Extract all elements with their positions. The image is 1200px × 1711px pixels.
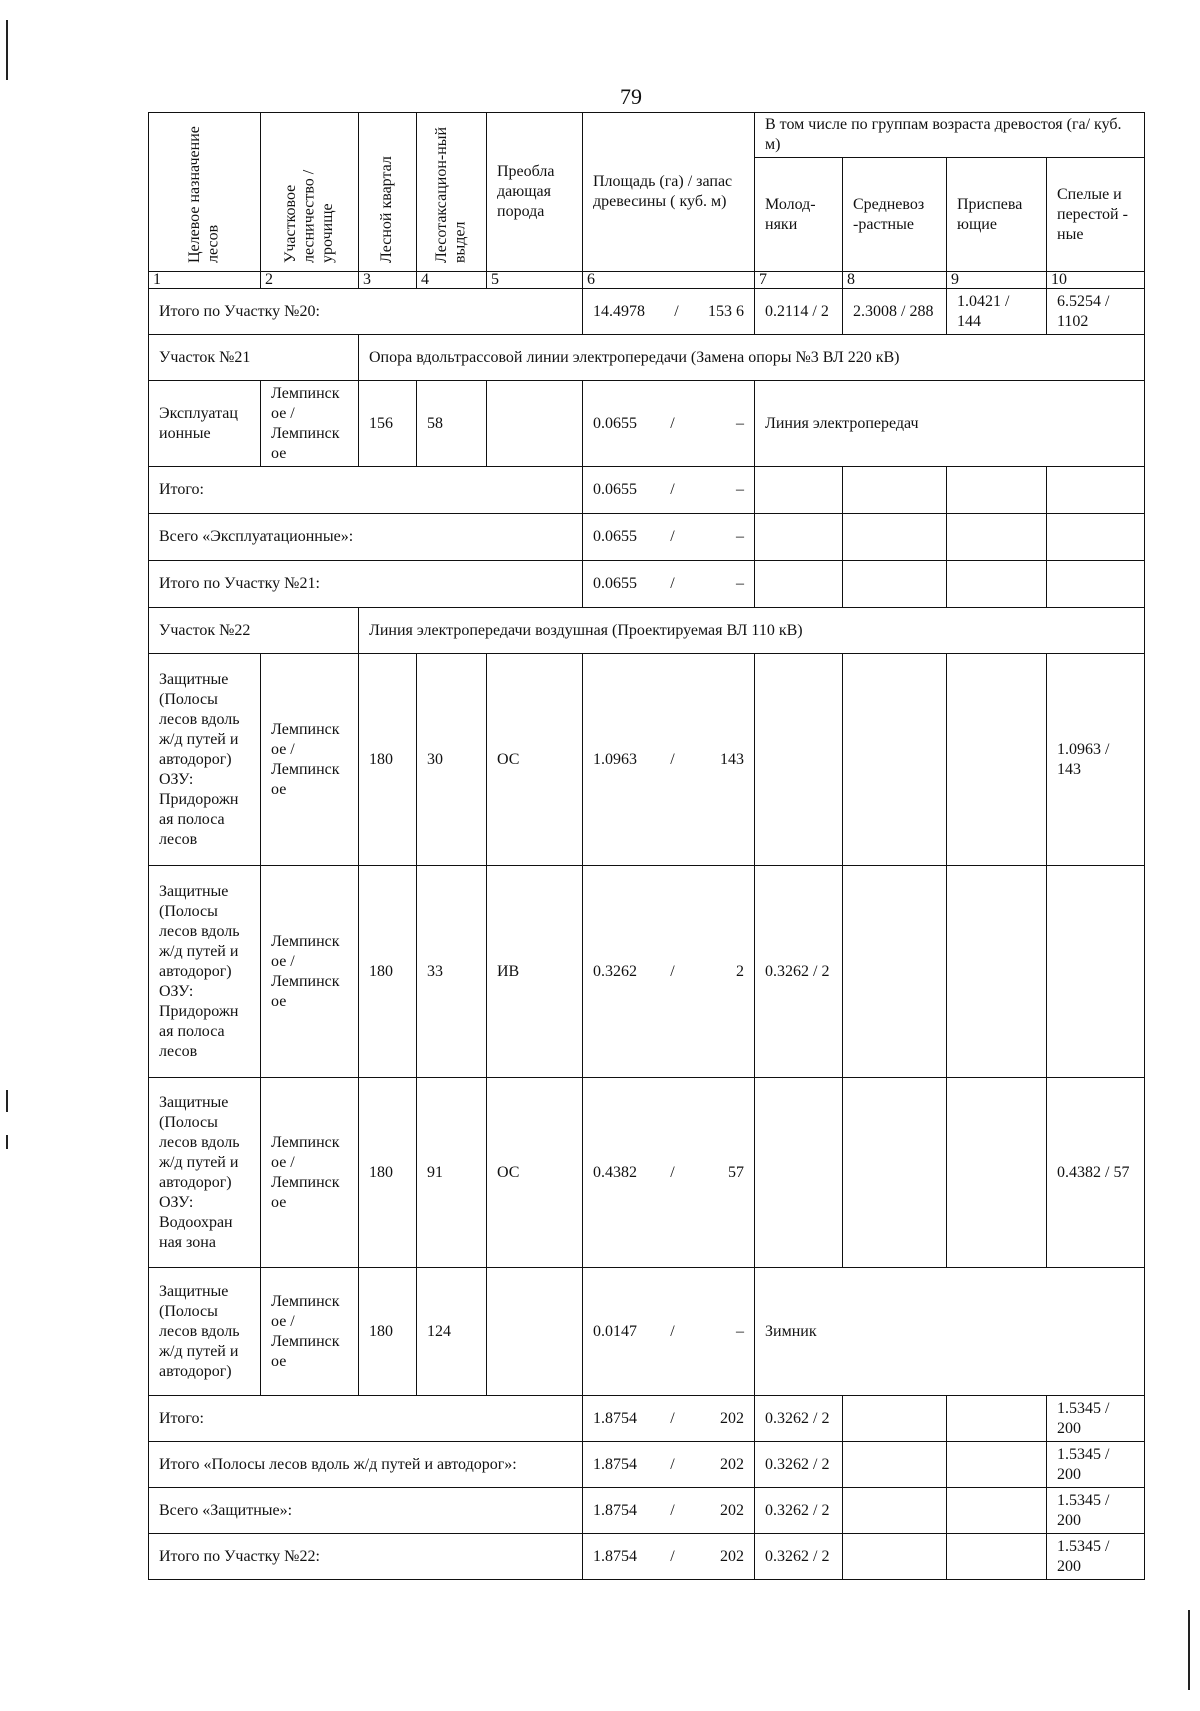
forest-stand-table <box>148 112 1145 1580</box>
section22-total-row <box>149 1534 1145 1580</box>
section21-title-row <box>149 335 1145 381</box>
column-number: 10 <box>1047 272 1145 289</box>
young-cell: 0.3262 / 2 <box>755 866 843 1078</box>
header-age-groups: В том числе по группам возраста древостоя (га/ куб. м) <box>755 113 1145 158</box>
area-cell: 1.8754 / 202 <box>583 1396 755 1442</box>
section20-total-row <box>149 289 1145 335</box>
stock-value: – <box>735 575 744 592</box>
column-number: 5 <box>487 272 583 289</box>
young-cell: 0.2114 / 2 <box>755 289 843 335</box>
stock-value: 2 <box>735 962 744 980</box>
maturing-cell <box>947 866 1047 1078</box>
section22-title-row <box>149 608 1145 654</box>
species-cell: ОС <box>487 654 583 866</box>
header-maturing: Приспева ющие <box>947 158 1047 272</box>
mature-cell <box>1047 866 1145 1078</box>
total-label: Итого по Участку №20: <box>149 289 583 335</box>
plot-cell: 30 <box>417 654 487 866</box>
column-number: 2 <box>261 272 359 289</box>
total-label: Итого: <box>149 467 583 514</box>
total-label: Всего «Защитные»: <box>149 1488 583 1534</box>
mature-cell: 1.5345 / 200 <box>1047 1534 1145 1580</box>
area-value: 0.4382 <box>593 1163 637 1181</box>
mature-cell: 0.4382 / 57 <box>1047 1078 1145 1268</box>
quarter-cell: 180 <box>359 1268 417 1396</box>
area-value: 0.0655 <box>593 528 637 545</box>
section22-data-row <box>149 866 1145 1078</box>
maturing-cell: 1.0421 / 144 <box>947 289 1047 335</box>
maturing-cell <box>947 1078 1047 1268</box>
area-cell: 0.0655 / – <box>583 467 755 514</box>
area-value: 0.0655 <box>593 414 637 432</box>
quarter-cell: 180 <box>359 1078 417 1268</box>
header-young: Молод-няки <box>755 158 843 272</box>
area-cell: 0.3262 / 2 <box>583 866 755 1078</box>
section-title: Участок №21 <box>149 335 359 381</box>
column-number: 3 <box>359 272 417 289</box>
stock-value: 202 <box>719 1455 744 1473</box>
section21-exploit-total-row <box>149 514 1145 561</box>
quarter-cell: 156 <box>359 381 417 467</box>
section22-total-row <box>149 1442 1145 1488</box>
area-cell: 0.4382 / 57 <box>583 1078 755 1268</box>
forestry-cell: Лемпинск ое / Лемпинск ое <box>261 1078 359 1268</box>
young-cell <box>755 654 843 866</box>
middle-aged-cell <box>843 1442 947 1488</box>
middle-aged-cell <box>843 514 947 561</box>
stock-value: 202 <box>719 1409 744 1427</box>
stock-value: 153 6 <box>707 302 744 320</box>
header-row <box>149 113 1145 158</box>
purpose-cell: Защитные (Полосы лесов вдоль ж/д путей и автодорог) ОЗУ: Водоохран ная зона <box>149 1078 261 1268</box>
section-title: Участок №22 <box>149 608 359 654</box>
column-number: 8 <box>843 272 947 289</box>
area-value: 1.8754 <box>593 1455 637 1473</box>
column-number-row <box>149 272 1145 289</box>
forestry-cell: Лемпинск ое / Лемпинск ое <box>261 381 359 467</box>
quarter-cell: 180 <box>359 866 417 1078</box>
area-cell: 0.0655 / – <box>583 381 755 467</box>
section21-data-row <box>149 381 1145 467</box>
section-object: Линия электропередачи воздушная (Проектируемая ВЛ 110 кВ) <box>359 608 1145 654</box>
young-cell: 0.3262 / 2 <box>755 1488 843 1534</box>
area-cell: 1.8754 / 202 <box>583 1442 755 1488</box>
mature-cell: 6.5254 / 1102 <box>1047 289 1145 335</box>
header-mature: Спелые и перестой - ные <box>1047 158 1145 272</box>
mature-cell: 1.5345 / 200 <box>1047 1396 1145 1442</box>
section22-data-row <box>149 1078 1145 1268</box>
young-cell <box>755 561 843 608</box>
young-cell <box>755 514 843 561</box>
scan-edge-mark <box>6 1135 8 1149</box>
forestry-cell: Лемпинск ое / Лемпинск ое <box>261 866 359 1078</box>
mature-cell: 1.5345 / 200 <box>1047 1488 1145 1534</box>
young-cell: 0.3262 / 2 <box>755 1442 843 1488</box>
section22-total-row <box>149 1396 1145 1442</box>
area-value: 1.0963 <box>593 750 637 768</box>
area-value: 1.8754 <box>593 1409 637 1427</box>
species-cell: ОС <box>487 1078 583 1268</box>
header-forestry: Участковое лесничество / урочище <box>261 113 359 272</box>
note-cell: Зимник <box>755 1268 1145 1396</box>
species-cell <box>487 1268 583 1396</box>
column-number: 6 <box>583 272 755 289</box>
plot-cell: 124 <box>417 1268 487 1396</box>
maturing-cell <box>947 1396 1047 1442</box>
young-cell <box>755 467 843 514</box>
stock-value: – <box>735 528 744 545</box>
header-purpose: Целевое назначение лесов <box>149 113 261 272</box>
middle-aged-cell <box>843 561 947 608</box>
maturing-cell <box>947 1442 1047 1488</box>
area-value: 0.0655 <box>593 575 637 592</box>
area-value: 0.0147 <box>593 1322 637 1340</box>
purpose-cell: Защитные (Полосы лесов вдоль ж/д путей и автодорог) ОЗУ: Придорожн ая полоса лесов <box>149 866 261 1078</box>
header-area: Площадь (га) / запас древесины ( куб. м) <box>583 113 755 272</box>
area-cell: 1.8754 / 202 <box>583 1488 755 1534</box>
header-middle-aged: Средневоз -растные <box>843 158 947 272</box>
young-cell <box>755 1078 843 1268</box>
scan-edge-mark <box>6 20 8 80</box>
section22-total-row <box>149 1488 1145 1534</box>
area-value: 0.0655 <box>593 481 637 498</box>
purpose-cell: Защитные (Полосы лесов вдоль ж/д путей и автодорог) <box>149 1268 261 1396</box>
section22-data-row <box>149 654 1145 866</box>
middle-aged-cell: 2.3008 / 288 <box>843 289 947 335</box>
area-value: 1.8754 <box>593 1501 637 1519</box>
column-number: 7 <box>755 272 843 289</box>
young-cell: 0.3262 / 2 <box>755 1396 843 1442</box>
mature-cell: 1.5345 / 200 <box>1047 1442 1145 1488</box>
plot-cell: 91 <box>417 1078 487 1268</box>
total-label: Итого по Участку №21: <box>149 561 583 608</box>
stock-value: 202 <box>719 1501 744 1519</box>
area-cell: 0.0147 / – <box>583 1268 755 1396</box>
area-cell: 14.4978 / 153 6 <box>583 289 755 335</box>
maturing-cell <box>947 561 1047 608</box>
stock-value: – <box>735 481 744 498</box>
column-number: 9 <box>947 272 1047 289</box>
plot-cell: 33 <box>417 866 487 1078</box>
maturing-cell <box>947 1534 1047 1580</box>
section21-total-row <box>149 561 1145 608</box>
scan-edge-mark <box>6 1090 8 1112</box>
area-cell: 0.0655 / – <box>583 561 755 608</box>
middle-aged-cell <box>843 1488 947 1534</box>
maturing-cell <box>947 1488 1047 1534</box>
stock-value: 202 <box>719 1547 744 1565</box>
middle-aged-cell <box>843 1396 947 1442</box>
mature-cell <box>1047 467 1145 514</box>
total-label: Всего «Эксплуатационные»: <box>149 514 583 561</box>
species-cell <box>487 381 583 467</box>
maturing-cell <box>947 467 1047 514</box>
total-label: Итого: <box>149 1396 583 1442</box>
column-number: 1 <box>149 272 261 289</box>
area-value: 0.3262 <box>593 962 637 980</box>
middle-aged-cell <box>843 467 947 514</box>
forestry-cell: Лемпинск ое / Лемпинск ое <box>261 1268 359 1396</box>
species-cell: ИВ <box>487 866 583 1078</box>
middle-aged-cell <box>843 1534 947 1580</box>
middle-aged-cell <box>843 1078 947 1268</box>
column-number: 4 <box>417 272 487 289</box>
area-value: 1.8754 <box>593 1547 637 1565</box>
total-label: Итого по Участку №22: <box>149 1534 583 1580</box>
forestry-cell: Лемпинск ое / Лемпинск ое <box>261 654 359 866</box>
maturing-cell <box>947 654 1047 866</box>
header-species: Преобла дающая порода <box>487 113 583 272</box>
header-quarter: Лесной квартал <box>359 113 417 272</box>
section-object: Опора вдольтрассовой линии электропередачи (Замена опоры №3 ВЛ 220 кВ) <box>359 335 1145 381</box>
middle-aged-cell <box>843 866 947 1078</box>
purpose-cell: Эксплуатац ионные <box>149 381 261 467</box>
stock-value: – <box>735 414 744 432</box>
section21-subtotal-row <box>149 467 1145 514</box>
total-label: Итого «Полосы лесов вдоль ж/д путей и автодорог»: <box>149 1442 583 1488</box>
mature-cell <box>1047 514 1145 561</box>
purpose-cell: Защитные (Полосы лесов вдоль ж/д путей и автодорог) ОЗУ: Придорожн ая полоса лесов <box>149 654 261 866</box>
stock-value: 57 <box>727 1163 744 1181</box>
stock-value: – <box>735 1322 744 1340</box>
quarter-cell: 180 <box>359 654 417 866</box>
mature-cell <box>1047 561 1145 608</box>
section22-winter-road-row <box>149 1268 1145 1396</box>
plot-cell: 58 <box>417 381 487 467</box>
middle-aged-cell <box>843 654 947 866</box>
stock-value: 143 <box>719 750 744 768</box>
maturing-cell <box>947 514 1047 561</box>
mature-cell: 1.0963 / 143 <box>1047 654 1145 866</box>
area-cell: 1.8754 / 202 <box>583 1534 755 1580</box>
area-cell: 1.0963 / 143 <box>583 654 755 866</box>
area-cell: 0.0655 / – <box>583 514 755 561</box>
area-value: 14.4978 <box>593 302 645 320</box>
young-cell: 0.3262 / 2 <box>755 1534 843 1580</box>
header-plot: Лесотаксацион-ный выдел <box>417 113 487 272</box>
note-cell: Линия электропередач <box>755 381 1145 467</box>
page-number: 79 <box>620 84 642 109</box>
scan-edge-mark <box>1188 1610 1190 1690</box>
